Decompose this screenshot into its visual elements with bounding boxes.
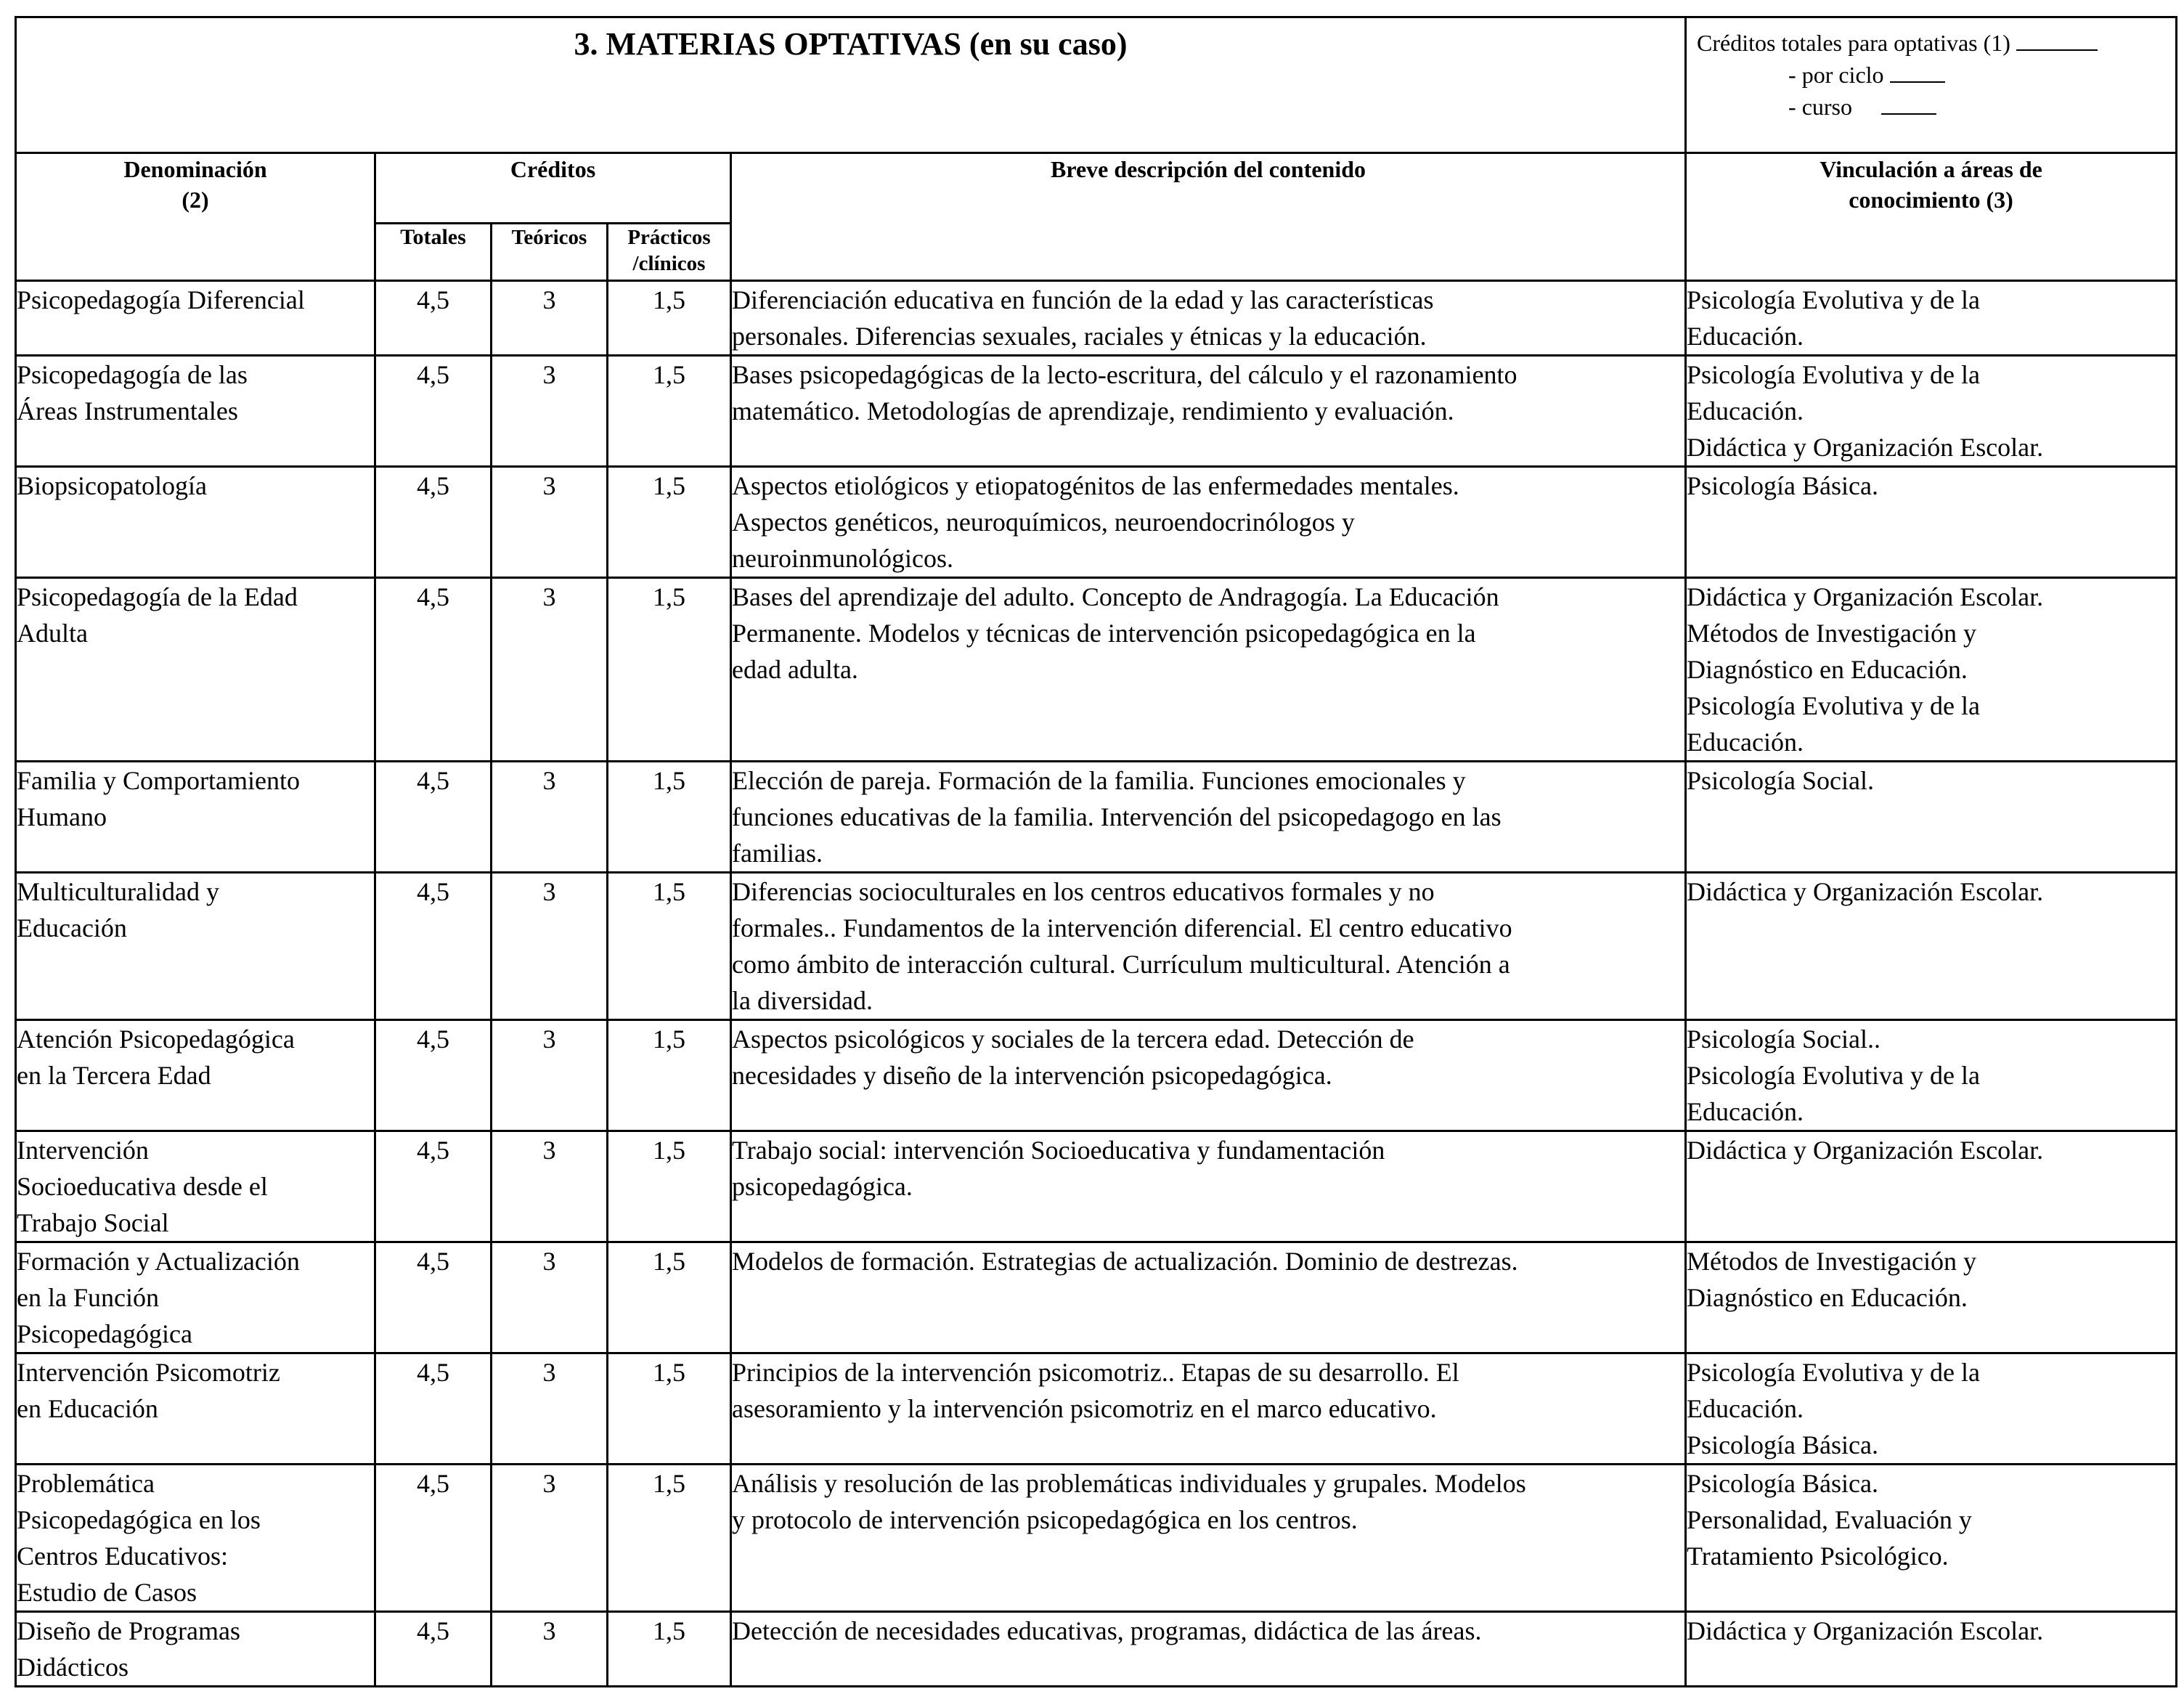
content-description-line: Principios de la intervención psicomotriz.. Etapas de su desarrollo. El <box>732 1358 1459 1387</box>
content-description-line: Permanente. Modelos y técnicas de intervención psicopedagógica en la <box>732 619 1476 648</box>
content-description <box>731 578 1686 762</box>
subject-name-line: en Educación <box>17 1394 158 1423</box>
table-row <box>16 356 2177 467</box>
credits-totales: 4,5 <box>375 1465 492 1612</box>
credits-totales: 4,5 <box>375 873 492 1020</box>
credits-practicos: 1,5 <box>608 1465 731 1612</box>
credits-teoricos: 3 <box>492 1020 608 1131</box>
credits-totales: 4,5 <box>375 1612 492 1687</box>
credits-practicos: 1,5 <box>608 578 731 762</box>
content-description <box>731 1353 1686 1465</box>
content-description-line: la diversidad. <box>732 986 873 1015</box>
credits-teoricos: 3 <box>492 578 608 762</box>
subject-name <box>16 1353 375 1465</box>
subject-name-line: Áreas Instrumentales <box>17 396 238 425</box>
subject-name <box>16 1131 375 1242</box>
content-description-line: Bases psicopedagógicas de la lecto-escritura, del cálculo y el razonamiento <box>732 360 1517 389</box>
content-description-line: Análisis y resolución de las problemáticas individuales y grupales. Modelos <box>732 1469 1526 1498</box>
subject-name-line: Intervención Psicomotriz <box>17 1358 280 1387</box>
credits-ciclo-label: - por ciclo <box>1788 62 1884 88</box>
content-description-line: personales. Diferencias sexuales, raciales y étnicas y la educación. <box>732 322 1427 351</box>
content-description-line: Modelos de formación. Estrategias de actualización. Dominio de destrezas. <box>732 1247 1518 1276</box>
subject-name <box>16 1020 375 1131</box>
knowledge-areas-line: Tratamiento Psicológico. <box>1687 1542 1949 1571</box>
subject-name-line: Familia y Comportamiento <box>17 766 300 795</box>
subject-name-line: Didácticos <box>17 1653 129 1682</box>
credits-curso-blank <box>1881 94 1936 115</box>
subject-name-line: Psicopedagógica <box>17 1319 192 1348</box>
content-description-line: necesidades y diseño de la intervención psicopedagógica. <box>732 1061 1332 1090</box>
table-row <box>16 873 2177 1020</box>
knowledge-areas-line: Didáctica y Organización Escolar. <box>1687 1136 2044 1165</box>
content-description-line: Diferencias socioculturales en los centros educativos formales y no <box>732 877 1435 906</box>
knowledge-areas-line: Diagnóstico en Educación. <box>1687 1283 1968 1312</box>
credits-totales: 4,5 <box>375 578 492 762</box>
knowledge-areas <box>1686 1465 2177 1612</box>
knowledge-areas-line: Didáctica y Organización Escolar. <box>1687 582 2044 611</box>
subject-name-line: Psicopedagogía Diferencial <box>17 285 305 314</box>
content-description-line: familias. <box>732 839 823 868</box>
subject-name <box>16 281 375 356</box>
content-description-line: Bases del aprendizaje del adulto. Concepto de Andragogía. La Educación <box>732 582 1499 611</box>
content-description <box>731 1465 1686 1612</box>
credits-totales: 4,5 <box>375 356 492 467</box>
content-description-line: Aspectos psicológicos y sociales de la tercera edad. Detección de <box>732 1025 1414 1054</box>
subject-name <box>16 467 375 578</box>
practicos-header: Prácticos /clínicos <box>608 224 731 281</box>
subject-name-line: Adulta <box>17 619 88 648</box>
knowledge-areas-line: Didáctica y Organización Escolar. <box>1687 1616 2044 1645</box>
credits-teoricos: 3 <box>492 1353 608 1465</box>
knowledge-areas-line: Psicología Social.. <box>1687 1025 1881 1054</box>
knowledge-areas <box>1686 1612 2177 1687</box>
content-description <box>731 1131 1686 1242</box>
content-description-line: Aspectos genéticos, neuroquímicos, neuroendocrinólogos y <box>732 508 1355 537</box>
credits-teoricos: 3 <box>492 873 608 1020</box>
credits-practicos: 1,5 <box>608 1020 731 1131</box>
credits-practicos: 1,5 <box>608 873 731 1020</box>
credits-totales: 4,5 <box>375 467 492 578</box>
content-description-line: matemático. Metodologías de aprendizaje, rendimiento y evaluación. <box>732 396 1454 425</box>
content-description-line: funciones educativas de la familia. Intervención del psicopedagogo en las <box>732 802 1502 831</box>
teoricos-header: Teóricos <box>492 224 608 281</box>
credits-teoricos: 3 <box>492 356 608 467</box>
knowledge-areas <box>1686 1353 2177 1465</box>
table-row <box>16 1131 2177 1242</box>
credits-practicos: 1,5 <box>608 1612 731 1687</box>
title-cell <box>16 17 1686 153</box>
title-row <box>16 17 2177 153</box>
knowledge-areas <box>1686 1131 2177 1242</box>
credits-teoricos: 3 <box>492 281 608 356</box>
content-description <box>731 873 1686 1020</box>
credits-practicos: 1,5 <box>608 762 731 873</box>
knowledge-areas-line: Didáctica y Organización Escolar. <box>1687 877 2044 906</box>
subject-name <box>16 762 375 873</box>
column-header-row <box>16 153 2177 224</box>
credits-teoricos: 3 <box>492 1131 608 1242</box>
credits-teoricos: 3 <box>492 1242 608 1353</box>
subject-name-line: Socioeducativa desde el <box>17 1172 268 1201</box>
content-description <box>731 356 1686 467</box>
credits-practicos: 1,5 <box>608 1131 731 1242</box>
subject-name <box>16 578 375 762</box>
knowledge-areas <box>1686 281 2177 356</box>
subject-name-line: en la Tercera Edad <box>17 1061 211 1090</box>
knowledge-areas-line: Psicología Evolutiva y de la <box>1687 691 1980 720</box>
content-description-line: edad adulta. <box>732 655 858 684</box>
credits-totales: 4,5 <box>375 281 492 356</box>
subject-name-line: Psicopedagogía de la Edad <box>17 582 298 611</box>
table-row <box>16 467 2177 578</box>
credits-ciclo-blank <box>1890 62 1945 83</box>
subject-name-line: Biopsicopatología <box>17 471 207 500</box>
credits-teoricos: 3 <box>492 1612 608 1687</box>
subject-name <box>16 873 375 1020</box>
credits-totales: 4,5 <box>375 1020 492 1131</box>
credits-curso-label: - curso <box>1788 94 1852 120</box>
content-description-line: Detección de necesidades educativas, programas, didáctica de las áreas. <box>732 1616 1482 1645</box>
subject-name-line: Multiculturalidad y <box>17 877 219 906</box>
table-row <box>16 1353 2177 1465</box>
credits-totales: 4,5 <box>375 1242 492 1353</box>
knowledge-areas <box>1686 467 2177 578</box>
knowledge-areas-line: Psicología Básica. <box>1687 1469 1878 1498</box>
credits-practicos: 1,5 <box>608 1242 731 1353</box>
knowledge-areas <box>1686 578 2177 762</box>
knowledge-areas <box>1686 356 2177 467</box>
credits-teoricos: 3 <box>492 1465 608 1612</box>
denominacion-header: Denominación (2) <box>16 153 375 281</box>
content-description-line: formales.. Fundamentos de la intervención diferencial. El centro educativo <box>732 913 1512 942</box>
subject-name-line: en la Función <box>17 1283 159 1312</box>
credits-teoricos: 3 <box>492 762 608 873</box>
subject-name-line: Estudio de Casos <box>17 1578 197 1607</box>
knowledge-areas-line: Educación. <box>1687 322 1804 351</box>
subject-name-line: Centros Educativos: <box>17 1542 228 1571</box>
knowledge-areas-line: Educación. <box>1687 1097 1804 1126</box>
knowledge-areas-line: Psicología Evolutiva y de la <box>1687 360 1980 389</box>
knowledge-areas-line: Psicología Básica. <box>1687 471 1878 500</box>
content-description <box>731 1612 1686 1687</box>
credits-practicos: 1,5 <box>608 467 731 578</box>
knowledge-areas-line: Psicología Básica. <box>1687 1430 1878 1459</box>
content-description-line: Diferenciación educativa en función de la edad y las características <box>732 285 1434 314</box>
content-description-line: asesoramiento y la intervención psicomotriz en el marco educativo. <box>732 1394 1437 1423</box>
descripcion-header: Breve descripción del contenido <box>731 153 1686 281</box>
subject-name-line: Trabajo Social <box>17 1208 169 1237</box>
subject-name-line: Problemática <box>17 1469 155 1498</box>
knowledge-areas-line: Educación. <box>1687 728 1804 757</box>
subject-name-line: Psicopedagogía de las <box>17 360 248 389</box>
table-row <box>16 578 2177 762</box>
subject-name <box>16 1242 375 1353</box>
subject-name-line: Formación y Actualización <box>17 1247 300 1276</box>
table-row <box>16 281 2177 356</box>
subject-name-line: Atención Psicopedagógica <box>17 1025 295 1054</box>
credits-totales: 4,5 <box>375 762 492 873</box>
credits-totales: 4,5 <box>375 1131 492 1242</box>
knowledge-areas-line: Educación. <box>1687 1394 1804 1423</box>
knowledge-areas-line: Psicología Evolutiva y de la <box>1687 1061 1980 1090</box>
content-description <box>731 1020 1686 1131</box>
credits-box <box>1686 17 2177 153</box>
content-description-line: y protocolo de intervención psicopedagógica en los centros. <box>732 1505 1358 1534</box>
knowledge-areas-line: Métodos de Investigación y <box>1687 619 1976 648</box>
credits-total-label: Créditos totales para optativas (1) <box>1697 30 2010 56</box>
content-description-line: psicopedagógica. <box>732 1172 913 1201</box>
knowledge-areas-line: Diagnóstico en Educación. <box>1687 655 1968 684</box>
knowledge-areas-line: Psicología Evolutiva y de la <box>1687 1358 1980 1387</box>
knowledge-areas-line: Métodos de Investigación y <box>1687 1247 1976 1276</box>
credits-totales: 4,5 <box>375 1353 492 1465</box>
content-description-line: neuroinmunológicos. <box>732 544 953 573</box>
knowledge-areas-line: Personalidad, Evaluación y <box>1687 1505 1972 1534</box>
content-description <box>731 281 1686 356</box>
subject-name-line: Humano <box>17 802 107 831</box>
content-description-line: Elección de pareja. Formación de la familia. Funciones emocionales y <box>732 766 1466 795</box>
subject-name <box>16 1612 375 1687</box>
subject-name <box>16 1465 375 1612</box>
credits-practicos: 1,5 <box>608 356 731 467</box>
credits-total-blank <box>2016 30 2098 51</box>
subject-name-line: Educación <box>17 913 127 942</box>
credits-practicos: 1,5 <box>608 281 731 356</box>
table-row <box>16 1612 2177 1687</box>
subject-name-line: Psicopedagógica en los <box>17 1505 261 1534</box>
subject-name <box>16 356 375 467</box>
table-row <box>16 1465 2177 1612</box>
subject-name-line: Diseño de Programas <box>17 1616 240 1645</box>
content-description-line: como ámbito de interacción cultural. Currículum multicultural. Atención a <box>732 950 1510 979</box>
content-description-line: Trabajo social: intervención Socioeducativa y fundamentación <box>732 1136 1385 1165</box>
totales-header: Totales <box>375 224 492 281</box>
optativas-table <box>15 16 2177 1687</box>
knowledge-areas <box>1686 1242 2177 1353</box>
subject-name-line: Intervención <box>17 1136 149 1165</box>
knowledge-areas <box>1686 1020 2177 1131</box>
content-description-line: Aspectos etiológicos y etiopatogénitos de las enfermedades mentales. <box>732 471 1459 500</box>
content-description <box>731 762 1686 873</box>
knowledge-areas <box>1686 762 2177 873</box>
creditos-header: Créditos <box>375 153 731 224</box>
content-description <box>731 1242 1686 1353</box>
knowledge-areas <box>1686 873 2177 1020</box>
credits-teoricos: 3 <box>492 467 608 578</box>
vinculacion-header: Vinculación a áreas de conocimiento (3) <box>1686 153 2177 281</box>
table-row <box>16 1242 2177 1353</box>
content-description <box>731 467 1686 578</box>
table-row <box>16 762 2177 873</box>
credits-practicos: 1,5 <box>608 1353 731 1465</box>
table-row <box>16 1020 2177 1131</box>
knowledge-areas-line: Psicología Evolutiva y de la <box>1687 285 1980 314</box>
page-title: 3. MATERIAS OPTATIVAS (en su caso) <box>574 26 1128 62</box>
knowledge-areas-line: Educación. <box>1687 396 1804 425</box>
knowledge-areas-line: Didáctica y Organización Escolar. <box>1687 433 2044 462</box>
knowledge-areas-line: Psicología Social. <box>1687 766 1875 795</box>
